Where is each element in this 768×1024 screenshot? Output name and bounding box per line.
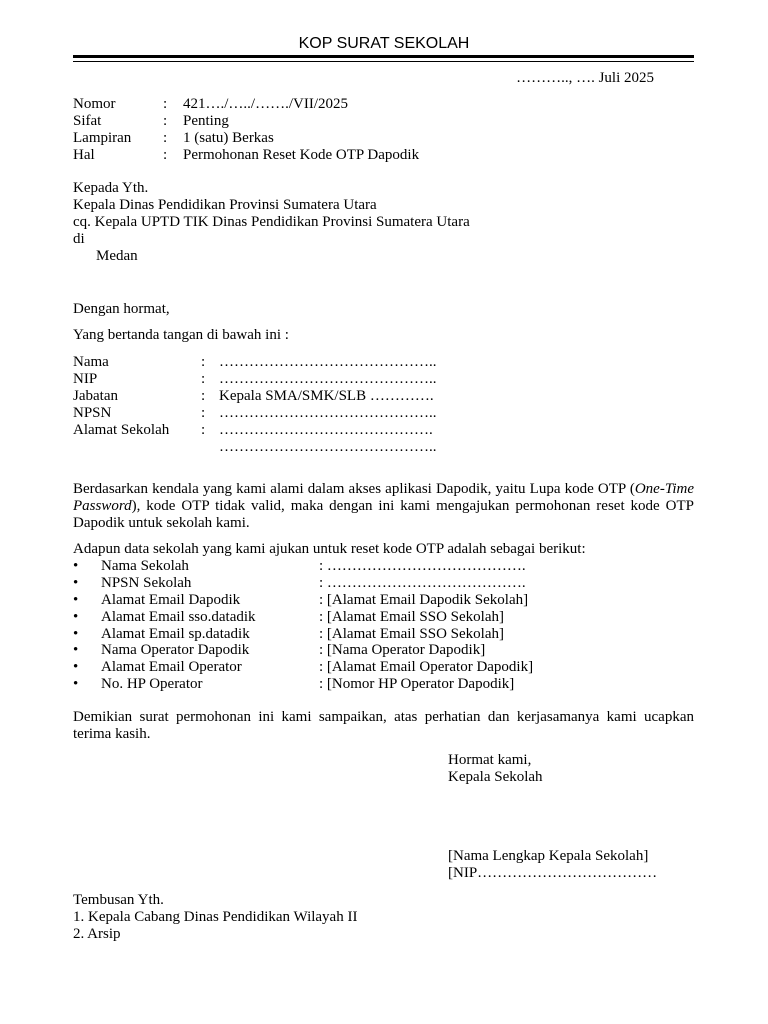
- field-label-lampiran: Lampiran: [73, 130, 132, 146]
- signer-value-nama: ……………………………………..: [219, 354, 437, 370]
- field-sep: :: [201, 354, 206, 370]
- recipient-city: Medan: [96, 248, 138, 264]
- data-item-label: Alamat Email Dapodik: [101, 592, 241, 608]
- body-text-after: ), kode OTP tidak valid, maka dengan ini kami mengajukan permohonan reset kode OTP Dapodik untuk sekolah kami.: [73, 498, 694, 531]
- data-item-value: : [Nomor HP Operator Dapodik]: [319, 676, 515, 692]
- signer-value-nip: ……………………………………..: [219, 371, 437, 387]
- closing-paragraph: Demikian surat permohonan ini kami sampaikan, atas perhatian dan kerjasamanya kami ucapkan terima kasih.: [73, 709, 694, 742]
- field-sep: :: [201, 405, 206, 421]
- field-sep: :: [163, 147, 168, 163]
- signature-greeting: Hormat kami,: [448, 752, 532, 768]
- signature-position: Kepala Sekolah: [448, 769, 543, 785]
- data-item-value: : [Nama Operator Dapodik]: [319, 642, 486, 658]
- data-item-label: Nama Operator Dapodik: [101, 642, 250, 658]
- field-sep: :: [201, 422, 206, 438]
- body-paragraph: [73, 481, 694, 532]
- data-item-label: No. HP Operator: [101, 676, 203, 692]
- field-sep: :: [163, 113, 168, 129]
- data-item-value: : ………………………………….: [319, 575, 526, 591]
- signer-label-jabatan: Jabatan: [73, 388, 118, 404]
- data-item-value: : [Alamat Email Operator Dapodik]: [319, 659, 534, 675]
- field-sep: :: [163, 96, 168, 112]
- recipient-line: Kepada Yth.: [73, 180, 149, 196]
- bullet: •: [73, 592, 79, 608]
- data-item-value: : [Alamat Email SSO Sekolah]: [319, 609, 504, 625]
- cc-item: 1. Kepala Cabang Dinas Pendidikan Wilayah II: [73, 909, 358, 925]
- bullet: •: [73, 626, 79, 642]
- field-sep: :: [201, 388, 206, 404]
- field-sep: :: [163, 130, 168, 146]
- recipient-line: cq. Kepala UPTD TIK Dinas Pendidikan Provinsi Sumatera Utara: [73, 214, 470, 230]
- bullet: •: [73, 609, 79, 625]
- body-text-before: Berdasarkan kendala yang kami alami dalam akses aplikasi Dapodik, yaitu Lupa kode OTP (: [73, 481, 635, 497]
- cc-item: 2. Arsip: [73, 926, 121, 942]
- field-label-sifat: Sifat: [73, 113, 102, 129]
- data-item-label: Alamat Email Operator: [101, 659, 242, 675]
- signer-label-npsn: NPSN: [73, 405, 112, 421]
- field-value-nomor: 421…./…../……./VII/2025: [183, 96, 348, 112]
- recipient-line: di: [73, 231, 85, 247]
- field-label-hal: Hal: [73, 147, 95, 163]
- cc-title: Tembusan Yth.: [73, 892, 164, 908]
- recipient-line: Kepala Dinas Pendidikan Provinsi Sumatera Utara: [73, 197, 377, 213]
- bullet: •: [73, 575, 79, 591]
- date-place: ……….., …. Juli 2025: [516, 70, 654, 86]
- field-value-hal: Permohonan Reset Kode OTP Dapodik: [183, 147, 420, 163]
- bullet: •: [73, 558, 79, 574]
- data-item-label: NPSN Sekolah: [101, 575, 192, 591]
- signer-label-nip: NIP: [73, 371, 98, 387]
- letterhead-rule-thick: [73, 55, 694, 58]
- signer-value-alamat-line2: ……………………………………..: [219, 439, 437, 455]
- field-sep: :: [201, 371, 206, 387]
- data-item-value: : [Alamat Email Dapodik Sekolah]: [319, 592, 529, 608]
- letterhead-rule-thin: [73, 61, 694, 62]
- data-intro: Adapun data sekolah yang kami ajukan untuk reset kode OTP adalah sebagai berikut:: [73, 541, 586, 557]
- data-item-value: : ………………………………….: [319, 558, 526, 574]
- signer-value-alamat: …………………………………….: [219, 422, 433, 438]
- field-value-lampiran: 1 (satu) Berkas: [183, 130, 274, 146]
- field-label-nomor: Nomor: [73, 96, 116, 112]
- bullet: •: [73, 659, 79, 675]
- salutation: Dengan hormat,: [73, 301, 170, 317]
- signer-value-npsn: ……………………………………..: [219, 405, 437, 421]
- data-item-value: : [Alamat Email SSO Sekolah]: [319, 626, 504, 642]
- data-item-label: Alamat Email sso.datadik: [101, 609, 256, 625]
- data-item-label: Nama Sekolah: [101, 558, 189, 574]
- data-item-label: Alamat Email sp.datadik: [101, 626, 250, 642]
- signer-value-jabatan: Kepala SMA/SMK/SLB ………….: [219, 388, 434, 404]
- signer-label-alamat: Alamat Sekolah: [73, 422, 170, 438]
- signer-label-nama: Nama: [73, 354, 109, 370]
- letterhead-title: KOP SURAT SEKOLAH: [298, 35, 470, 52]
- signature-nip: [NIP………………………………: [448, 865, 658, 881]
- field-value-sifat: Penting: [183, 113, 229, 129]
- signature-name: [Nama Lengkap Kepala Sekolah]: [448, 848, 649, 864]
- intro-line: Yang bertanda tangan di bawah ini :: [73, 327, 289, 343]
- body-text-italic: One-Time Password: [73, 481, 694, 514]
- bullet: •: [73, 676, 79, 692]
- bullet: •: [73, 642, 79, 658]
